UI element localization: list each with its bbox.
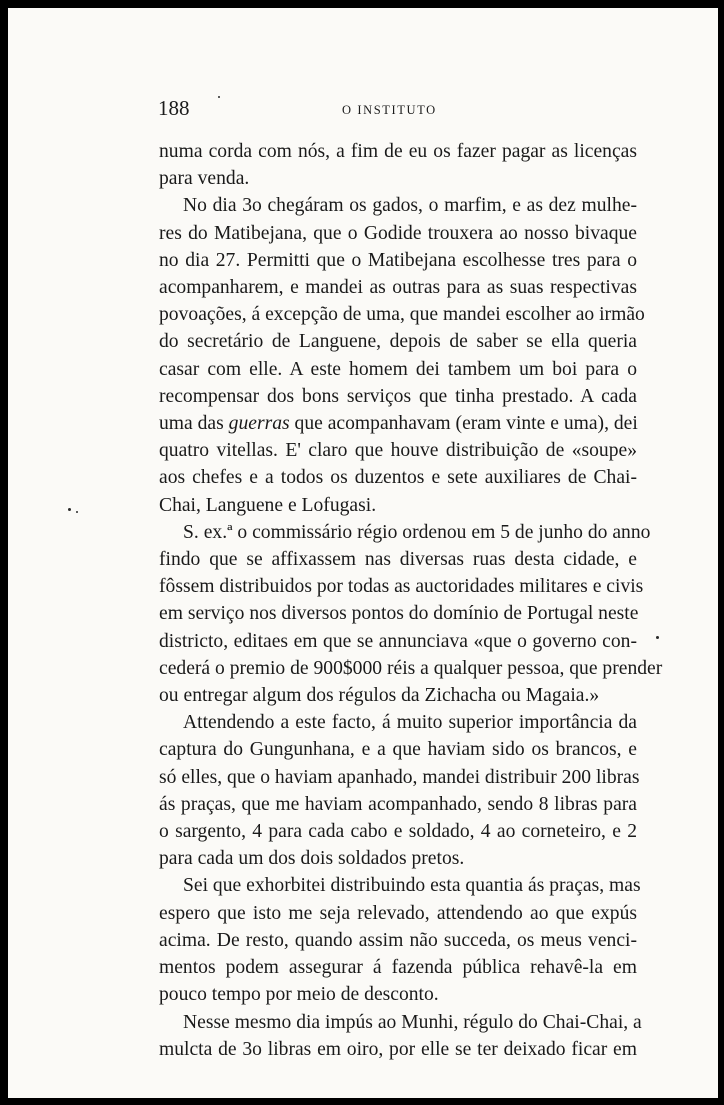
scan-speck: [656, 636, 659, 639]
body-text: [159, 138, 663, 1063]
text-line: povoações, á excepção de uma, que mandei escolher ao irmão: [159, 304, 645, 326]
scan-speck: [68, 508, 71, 511]
text-line: uma das guerras que acompanhavam (eram vinte e uma), dei: [159, 413, 638, 435]
text-line: Chai, Languene e Lofugasi.: [159, 494, 377, 516]
paragraph: [159, 872, 641, 1008]
paragraph: [159, 519, 663, 709]
page-header: [158, 96, 636, 126]
text-line: captura do Gungunhana, e a que haviam sido os brancos, e: [159, 739, 637, 761]
text-line: ás praças, que me haviam acompanhado, sendo 8 libras para: [159, 793, 637, 815]
scan-speck: [76, 511, 78, 513]
text-line: o sargento, 4 para cada cabo e soldado, 4 ao corneteiro, e 2: [159, 821, 637, 843]
text-line: para venda.: [159, 168, 250, 190]
book-page: [8, 8, 718, 1098]
text-line: res do Matibejana, que o Godide trouxera ao nosso bivaque: [159, 222, 637, 244]
text-line: Attendendo a este facto, á muito superior importância da: [183, 712, 637, 734]
text-line: mentos podem assegurar á fazenda pública rehavê-la em: [159, 957, 637, 979]
text-line: No dia 3o chegáram os gados, o marfim, e as dez mulhe-: [183, 195, 637, 217]
text-line: ou entregar algum dos régulos da Zichacha ou Magaia.»: [159, 685, 600, 707]
text-line: do secretário de Languene, depois de saber se ella queria: [159, 331, 637, 353]
text-line: quatro vitellas. E' claro que houve distribuição de «soupe»: [159, 440, 637, 462]
paragraph: [159, 1009, 642, 1063]
text-line: aos chefes e a todos os duzentos e sete auxiliares de Chai-: [159, 467, 637, 489]
text-line: no dia 27. Permitti que o Matibejana escolhesse tres para o: [159, 249, 637, 271]
text-line: espero que isto me seja relevado, attendendo ao que expús: [159, 902, 637, 924]
text-line: acompanharem, e mandei as outras para as suas respectivas: [159, 277, 637, 299]
text-line: Nesse mesmo dia impús ao Munhi, régulo do Chai-Chai, a: [183, 1011, 642, 1033]
text-line: findo que se affixassem nas diversas ruas desta cidade, e: [159, 549, 637, 571]
page-number: 188: [158, 96, 190, 120]
text-line: acima. De resto, quando assim não succeda, os meus venci-: [159, 929, 637, 951]
text-line: S. ex.ª o commissário régio ordenou em 5 de junho do anno: [183, 521, 651, 543]
scan-speck: [218, 96, 220, 98]
text-line: fôssem distribuidos por todas as auctoridades militares e civis: [159, 576, 644, 598]
text-line: Sei que exhorbitei distribuindo esta quantia ás praças, mas: [183, 875, 641, 897]
paragraph: [159, 138, 637, 192]
paragraph: [159, 192, 645, 518]
text-line: pouco tempo por meio de desconto.: [159, 984, 439, 1006]
running-title: O INSTITUTO: [342, 103, 437, 117]
text-line: numa corda com nós, a fim de eu os fazer pagar as licenças: [159, 141, 637, 162]
text-line: districto, editaes em que se annunciava «que o governo con-: [159, 630, 637, 652]
text-line: em serviço nos diversos pontos do domínio de Portugal neste: [159, 603, 639, 625]
paragraph: [159, 709, 640, 872]
text-line: casar com elle. A este homem dei tambem um boi para o: [159, 358, 637, 380]
text-line: só elles, que o haviam apanhado, mandei distribuir 200 libras: [159, 766, 640, 788]
text-line: cederá o premio de 900$000 réis a qualquer pessoa, que prender: [159, 657, 663, 679]
text-line: recompensar dos bons serviços que tinha prestado. A cada: [159, 385, 637, 407]
text-line: mulcta de 3o libras em oiro, por elle se ter deixado ficar em: [159, 1038, 637, 1060]
text-line: para cada um dos dois soldados pretos.: [159, 848, 465, 870]
